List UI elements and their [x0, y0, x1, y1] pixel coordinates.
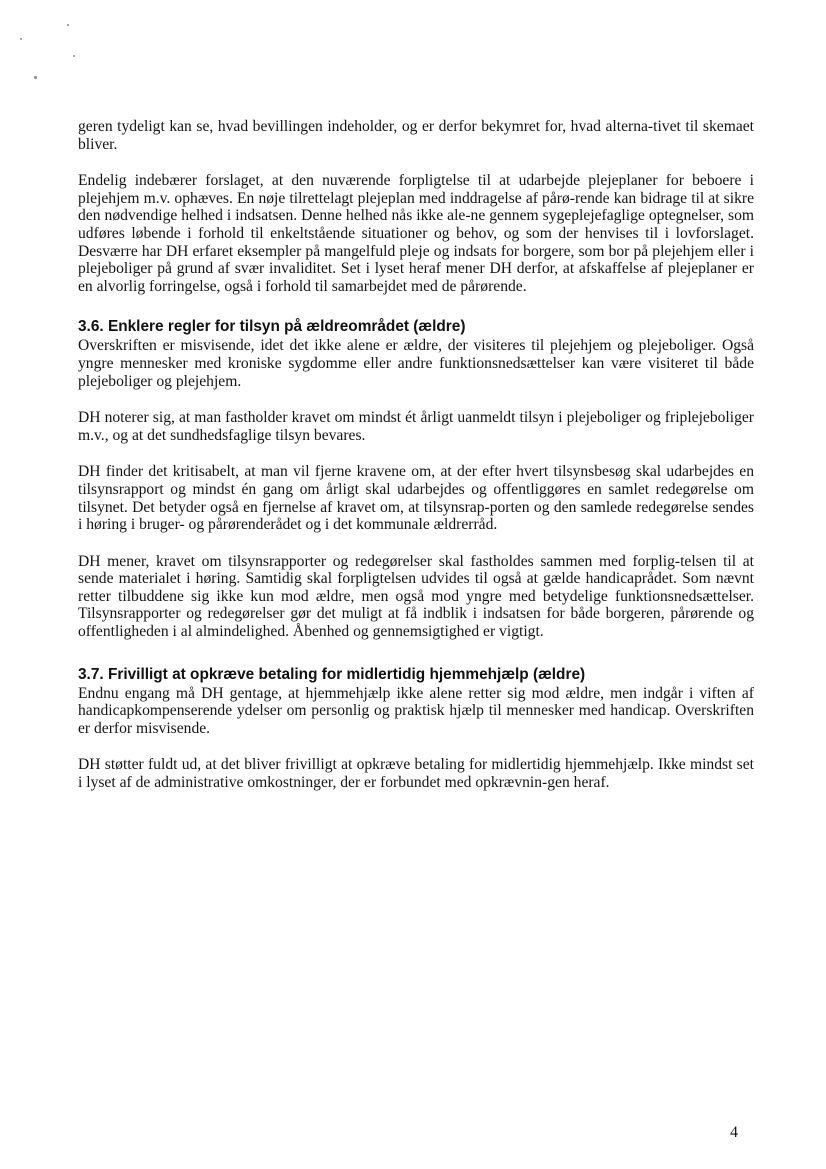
- scan-speck: [20, 38, 22, 40]
- paragraph-3-7-stotter: DH støtter fuldt ud, at det bliver frivilligt at opkræve betaling for midlertidig hjemmehjælp. Ikke mindst set i lyset af de administrative omkostninger, der er forbundet med opkrævnin-gen heraf.: [78, 756, 754, 792]
- page-number: 4: [730, 1124, 738, 1141]
- paragraph-3-6-mener: DH mener, kravet om tilsynsrapporter og redegørelser skal fastholdes sammen med forplig-telsen til at sende materialet i høring. Samtidig skal forpligtelsen udvides til også at gælde handicaprådet. Som nævnt retter tilbuddene sig ikke kun mod ældre, men også mod yngre med betydelige funktionsnedsættelser. Tilsynsrapporter og redegørelser gør det muligt at få indblik i indsatsen for både borgeren, pårørende og offentligheden i al almindelighed. Åbenhed og gennemsigtighed er vigtigt.: [78, 552, 754, 641]
- paragraph-3-6-tilsyn: DH noterer sig, at man fastholder kravet om mindst ét årligt uanmeldt tilsyn i plejeboliger og friplejeboliger m.v., og at det sundhedsfaglige tilsyn bevares.: [78, 409, 754, 444]
- scan-speck: [73, 55, 75, 57]
- document-page: [78, 118, 754, 792]
- paragraph-3-6-kritisabelt: DH finder det kritisabelt, at man vil fjerne kravene om, at der efter hvert tilsynsbesøg skal udarbejdes en tilsynsrapport og mindst én gang om årligt skal udarbejdes og offentliggøres en samlet redegørelse om tilsynet. Det betyder også en fjernelse af kravet om, at tilsynsrap-porten og den samlede redegørelse sendes i høring i bruger- og pårørenderådet og i det kommunale ældrerråd.: [78, 463, 754, 534]
- paragraph-continuation: geren tydeligt kan se, hvad bevillingen indeholder, og er derfor bekymret for, hvad alterna-tivet til skemaet bliver.: [78, 118, 754, 153]
- scan-speck: [34, 76, 37, 79]
- section-heading-3-6: 3.6. Enklere regler for tilsyn på ældreområdet (ældre): [78, 318, 466, 336]
- scan-speck: [67, 24, 69, 26]
- paragraph-3-7-intro: Endnu engang må DH gentage, at hjemmehjælp ikke alene retter sig mod ældre, men indgår i viften af handicapkompenserende ydelser om personlig og praktisk hjælp til mennesker med handicap. Overskriften er derfor misvisende.: [78, 684, 754, 737]
- section-heading-3-7: 3.7. Frivilligt at opkræve betaling for midlertidig hjemmehjælp (ældre): [78, 665, 586, 683]
- paragraph-3-6-intro: Overskriften er misvisende, idet det ikke alene er ældre, der visiteres til plejehjem og plejeboliger. Også yngre mennesker med kroniske sygdomme eller andre funktionsnedsættelser kan være visiteret til både plejeboliger og plejehjem.: [78, 337, 754, 390]
- paragraph-plejeplaner: Endelig indebærer forslaget, at den nuværende forpligtelse til at udarbejde plejeplaner for beboere i plejehjem m.v. ophæves. En nøje tilrettelagt plejeplan med inddragelse af pårø-rende kan bidrage til at sikre den nødvendige helhed i indsatsen. Denne helhed nås ikke ale-ne gennem sygeplejefaglige optegnelser, som udføres løbende i forhold til enkeltstående situationer og behov, og som der henvises til i lovforslaget. Desværre har DH erfaret eksempler på mangelfuld pleje og indsats for borgere, som bor på plejehjem eller i plejeboliger på grund af svær invaliditet. Set i lyset heraf mener DH derfor, at afskaffelse af plejeplaner er en alvorlig forringelse, også i forhold til samarbejdet med de pårørende.: [78, 172, 754, 295]
